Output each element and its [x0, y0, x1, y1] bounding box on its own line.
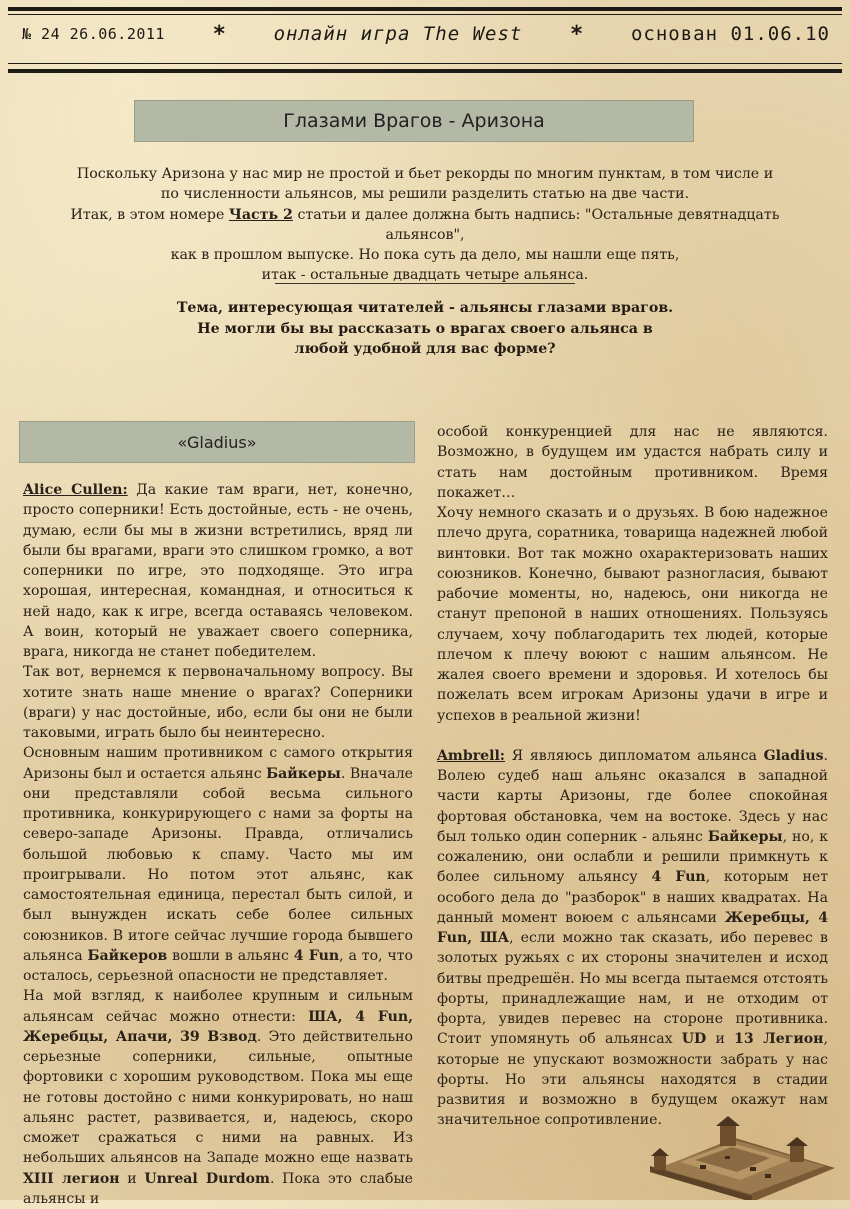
masthead-top-rule-thin — [8, 14, 842, 15]
issue-date: № 24 26.06.2011 — [22, 25, 165, 43]
right-column — [437, 422, 828, 1131]
paragraph-text: , но, к сожалению, они ослабли и решили примкнуть к более сильному альянсу — [437, 828, 829, 886]
alliance-list: ША, 4 Fun, Жеребцы, Апачи, 39 Взвод — [23, 1008, 413, 1045]
part-label: Часть 2 — [228, 206, 293, 223]
section-title: «Gladius» — [177, 432, 257, 452]
paragraph-text: , которым нет особого дела до "разборок" в наших квадратах. На данный момент воюем с альянсами — [437, 869, 828, 926]
masthead-bottom-rule-thick — [8, 69, 842, 73]
author-name: Alice Cullen: — [23, 482, 128, 498]
intro-line: Поскольку Аризона у нас мир не простой и бьет рекорды по многим пунктам, в том числе и — [76, 166, 774, 182]
paragraph — [23, 480, 413, 662]
topic-line: любой удобной для вас форме? — [294, 341, 556, 357]
article-title-text: Глазами Врагов - Аризона — [283, 110, 545, 132]
topic-line: Тема, интересующая читателей - альянсы глазами врагов. — [176, 300, 674, 316]
paragraph-text: . Волею судеб наш альянс оказался в западной части карты Аризоны, где более спокойная фортовая обстановка, чем на востоке. Здесь у нас был только один соперник - альянс — [437, 747, 828, 845]
section-header — [19, 421, 415, 463]
divider — [275, 283, 575, 284]
intro-line: как в прошлом выпуске. Но пока суть да дело, мы нашли еще пять, — [170, 247, 680, 264]
alliance-name: UD — [681, 1031, 707, 1048]
alliance-name: 13 Легион — [734, 1031, 824, 1048]
article-topic — [110, 298, 740, 360]
masthead — [22, 20, 830, 48]
paragraph-text: . Это действительно серьезные соперники, сильные, опытные фортовики с хорошим руководством. Пока мы еще не готовы достойно с ними конкурировать, но наш альянс растет, развивается, и, надеюсь, скоро сможет сражаться с ними на равных. Из небольших альянсов на Западе можно еще назвать — [23, 1028, 413, 1167]
paragraph: Так вот, вернемся к первоначальному вопросу. Вы хотите знать наше мнение о врагах? Соперники (враги) у нас достойные, ибо, если бы они не были таковыми, играть было бы неинтересно. — [23, 664, 413, 741]
paragraph-text: и — [706, 1031, 735, 1048]
masthead-bottom-rule-thin — [8, 63, 842, 64]
intro-text: статьи и далее должна быть надпись: "Остальные девятнадцать альянсов", — [292, 206, 780, 243]
paragraph-gap — [437, 726, 828, 746]
paragraph-text: вошли в альянс — [167, 947, 294, 964]
intro-line — [40, 205, 810, 246]
paragraph: особой конкуренцией для нас не являются. Возможно, в будущем им удастся набрать силу и стать нам достойным противником. Время покажет… — [437, 424, 828, 501]
left-column — [23, 480, 413, 1209]
paragraph-text: и — [119, 1170, 145, 1187]
intro-text: Итак, в этом номере — [70, 206, 229, 223]
star-separator-icon: * — [570, 21, 584, 47]
paragraph — [23, 986, 413, 1209]
alliance-name: Gladius — [763, 747, 824, 764]
alliance-name: 4 Fun — [651, 869, 706, 886]
paragraph-text: На мой взгляд, к наиболее крупным и сильным альянсам сейчас можно отнести: — [23, 988, 413, 1025]
masthead-top-rule-thick — [8, 7, 842, 11]
alliance-name: Байкеры — [707, 828, 783, 845]
paragraph-text: Да какие там враги, нет, конечно, просто соперники! Есть достойные, есть - не очень, думаю, если бы мы в жизни встретились, вряд ли были бы врагами, враги это слишком громко, а вот соперники по игре, это подходяще. Это игра хорошая, интересная, командная, и относиться к ней надо, как к игре, всегда оставаясь человеком. А воин, который не уважает своего соперника, врага, никогда не станет победителем. — [23, 482, 413, 660]
paragraph-text: , а то, что осталось, серьезной опасности не представляет. — [23, 947, 414, 984]
paragraph-text: Основным нашим противником с самого открытия Аризоны был и остается альянс — [23, 745, 413, 782]
paragraph-text: , если можно так сказать, ибо перевес в золотых ружьях с их стороны значителен и исход битвы предрешён. Но мы всегда пытаемся отстоять форты, принадлежащие нам, и не отходим от форта, увидев перевес на стороне противника. Стоит упомянуть об альянсах — [437, 930, 828, 1048]
alliance-name: Байкеры — [266, 765, 341, 782]
intro-line: по численности альянсов, мы решили разделить статью на две части. — [160, 186, 690, 203]
star-separator-icon: * — [212, 21, 226, 47]
fort-illustration-icon — [640, 1110, 845, 1200]
alliance-name: XIII легион — [23, 1170, 120, 1187]
paragraph-text: Я являюсь дипломатом альянса — [505, 747, 764, 764]
founded-date: основан 01.06.10 — [630, 23, 830, 45]
alliance-name: Байкеров — [87, 947, 168, 964]
paragraph: Хочу немного сказать и о друзьях. В бою надежное плечо друга, соратника, товарища надежней любой винтовки. Вот так можно охарактеризовать наших союзников. Конечно, бывают разногласия, бывают рабочие моменты, но, надеюсь, они никогда не станут препоной в наших отношениях. Пользуясь случаем, хочу поблагодарить тех людей, которые плечом к плечу воюют с нашим альянсом. Не жалея своего времени и здоровья. И хотелось бы пожелать всем игрокам Аризоны удачи в игре и успехов в реальной жизни! — [437, 505, 828, 724]
article-intro — [40, 164, 810, 286]
game-name: онлайн игра The West — [273, 23, 523, 45]
article-title — [134, 100, 694, 142]
topic-line: Не могли бы вы рассказать о врагах своего альянса в — [197, 320, 653, 337]
alliance-name: 4 Fun — [293, 947, 340, 964]
paragraph — [437, 746, 828, 1131]
alliance-name: Unreal Durdom — [144, 1170, 270, 1187]
alliance-list: Жеребцы, 4 Fun, ША — [437, 909, 829, 946]
paragraph — [23, 743, 413, 986]
author-name: Ambrell: — [437, 747, 506, 764]
paragraph-text: , которые не упускают возможности забрать у нас форты. Но эти альянсы находятся в стадии развития и возможно в будущем окажут нам значительное сопротивление. — [437, 1031, 828, 1129]
paragraph-text: . Пока это слабые альянсы и — [23, 1170, 413, 1207]
paragraph-text: . Вначале они представляли собой весьма сильного противника, конкурирующего с нами за форты на северо-западе Аризоны. Правда, отличались большой любовью к спаму. Часто мы им проигрывали. Но потом этот альянс, как самостоятельная единица, перестал быть силой, и был вынужден искать себе более сильных союзников. В итоге сейчас лучшие города бывшего альянса — [23, 765, 413, 964]
intro-line: итак - остальные двадцать четыре альянса. — [261, 267, 589, 284]
